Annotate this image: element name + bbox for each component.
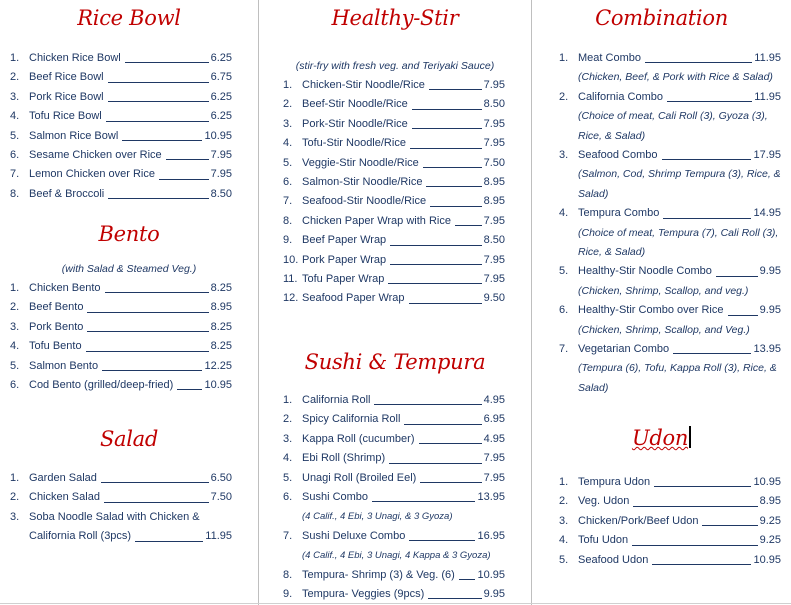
list-item[interactable]: 2. Beef Rice Bowl 6.75 bbox=[10, 68, 232, 87]
list-item[interactable]: 8. Chicken Paper Wrap with Rice 7.95 bbox=[283, 212, 505, 231]
list-item[interactable]: 6. Sushi Combo 13.95 (4 Calif., 4 Ebi, 3 Unagi, & 3 Gyoza) bbox=[283, 488, 505, 527]
item-description: (4 Calif., 4 Ebi, 3 Unagi, 4 Kappa & 3 Gyoza) bbox=[302, 550, 491, 562]
list-item[interactable]: 7. Seafood-Stir Noodle/Rice 8.95 bbox=[283, 192, 505, 211]
list-item[interactable]: 2. Veg. Udon 8.95 bbox=[559, 492, 781, 511]
list-item[interactable]: 2. Beef-Stir Noodle/Rice 8.50 bbox=[283, 95, 505, 114]
combination-heading: Combination bbox=[595, 6, 728, 30]
list-item[interactable]: 7. Lemon Chicken over Rice 7.95 bbox=[10, 165, 232, 184]
bento-heading: Bento bbox=[98, 222, 160, 246]
list-item[interactable]: 3. Chicken/Pork/Beef Udon 9.25 bbox=[559, 512, 781, 531]
rice-bowl-list bbox=[10, 49, 232, 204]
healthy-stir-heading: Healthy-Stir bbox=[331, 6, 459, 30]
list-item[interactable]: 6. Cod Bento (grilled/deep-fried) 10.95 bbox=[10, 376, 232, 395]
list-item[interactable]: 2. Beef Bento 8.95 bbox=[10, 298, 232, 317]
salad-list bbox=[10, 469, 232, 547]
list-item[interactable]: 8. Tempura- Shrimp (3) & Veg. (6) 10.95 bbox=[283, 566, 505, 585]
list-item[interactable]: 2. Spicy California Roll 6.95 bbox=[283, 410, 505, 429]
list-item[interactable]: 4. Tofu-Stir Noodle/Rice 7.95 bbox=[283, 134, 505, 153]
bento-list bbox=[10, 279, 232, 395]
item-description: (4 Calif., 4 Ebi, 3 Unagi, & 3 Gyoza) bbox=[302, 511, 453, 523]
list-item[interactable]: 4. Tempura Combo 14.95 (Choice of meat, Tempura (7), Cali Roll (3), Rice, & Salad) bbox=[559, 204, 781, 262]
list-item[interactable]: 10. Pork Paper Wrap 7.95 bbox=[283, 251, 505, 270]
list-item[interactable]: 6. Healthy-Stir Combo over Rice 9.95 (Chicken, Shrimp, Scallop, and Veg.) bbox=[559, 301, 781, 340]
item-description: (Salmon, Cod, Shrimp Tempura (3), Rice, & Salad) bbox=[578, 168, 781, 200]
text-cursor bbox=[689, 426, 691, 448]
list-item[interactable]: 1. Chicken-Stir Noodle/Rice 7.95 bbox=[283, 76, 505, 95]
list-item[interactable]: 3. Seafood Combo 17.95 (Salmon, Cod, Shrimp Tempura (3), Rice, & Salad) bbox=[559, 146, 781, 204]
list-item[interactable]: 5. Unagi Roll (Broiled Eel) 7.95 bbox=[283, 469, 505, 488]
list-item[interactable]: 1. Meat Combo 11.95 (Chicken, Beef, & Pork with Rice & Salad) bbox=[559, 49, 781, 88]
item-description: (Tempura (6), Tofu, Kappa Roll (3), Rice, & Salad) bbox=[578, 362, 777, 394]
rice-bowl-heading: Rice Bowl bbox=[77, 6, 181, 30]
combination-list bbox=[559, 49, 781, 398]
list-item[interactable]: 3. Kappa Roll (cucumber) 4.95 bbox=[283, 430, 505, 449]
udon-heading: Udon bbox=[532, 426, 791, 450]
list-item[interactable]: 4. Tofu Rice Bowl 6.25 bbox=[10, 107, 232, 126]
list-item[interactable]: 5. Healthy-Stir Noodle Combo 9.95 (Chicken, Shrimp, Scallop, and veg.) bbox=[559, 262, 781, 301]
list-item[interactable]: 9. Beef Paper Wrap 8.50 bbox=[283, 231, 505, 250]
list-item[interactable]: 3. Pork-Stir Noodle/Rice 7.95 bbox=[283, 115, 505, 134]
sushi-tempura-heading: Sushi & Tempura bbox=[304, 350, 486, 374]
item-description: (Chicken, Beef, & Pork with Rice & Salad) bbox=[578, 71, 773, 84]
list-item[interactable]: 9. Tempura- Veggies (9pcs) 9.95 bbox=[283, 585, 505, 604]
list-item[interactable]: 5. Veggie-Stir Noodle/Rice 7.50 bbox=[283, 154, 505, 173]
list-item[interactable]: 7. Sushi Deluxe Combo 16.95 (4 Calif., 4 Ebi, 3 Unagi, 4 Kappa & 3 Gyoza) bbox=[283, 527, 505, 566]
list-item[interactable]: 11. Tofu Paper Wrap 7.95 bbox=[283, 270, 505, 289]
udon-list bbox=[559, 473, 781, 570]
list-item[interactable]: 1. Garden Salad 6.50 bbox=[10, 469, 232, 488]
menu-column-left bbox=[0, 0, 258, 605]
list-item[interactable]: 4. Tofu Udon 9.25 bbox=[559, 531, 781, 550]
sushi-list bbox=[283, 391, 505, 604]
list-item[interactable]: 3. Pork Bento 8.25 bbox=[10, 318, 232, 337]
salad-heading: Salad bbox=[99, 427, 159, 451]
list-item[interactable]: 2. California Combo 11.95 (Choice of meat, Cali Roll (3), Gyoza (3), Rice, & Salad) bbox=[559, 88, 781, 146]
menu-column-middle bbox=[259, 0, 531, 605]
list-item[interactable]: 1. California Roll 4.95 bbox=[283, 391, 505, 410]
list-item[interactable]: 5. Salmon Bento 12.25 bbox=[10, 357, 232, 376]
list-item[interactable]: 4. Ebi Roll (Shrimp) 7.95 bbox=[283, 449, 505, 468]
healthy-stir-note: (stir-fry with fresh veg. and Teriyaki Sauce) bbox=[295, 60, 495, 72]
list-item[interactable]: 1. Chicken Bento 8.25 bbox=[10, 279, 232, 298]
list-item[interactable]: 3. Pork Rice Bowl 6.25 bbox=[10, 88, 232, 107]
list-item[interactable]: 1. Chicken Rice Bowl 6.25 bbox=[10, 49, 232, 68]
item-description: (Choice of meat, Cali Roll (3), Gyoza (3), Rice, & Salad) bbox=[578, 110, 768, 142]
list-item[interactable]: 7. Vegetarian Combo 13.95 (Tempura (6), Tofu, Kappa Roll (3), Rice, & Salad) bbox=[559, 340, 781, 398]
item-description: (Chicken, Shrimp, Scallop, and veg.) bbox=[578, 284, 749, 297]
item-description: (Chicken, Shrimp, Scallop, and Veg.) bbox=[578, 323, 750, 336]
list-item[interactable]: 6. Salmon-Stir Noodle/Rice 8.95 bbox=[283, 173, 505, 192]
menu-column-right bbox=[532, 0, 791, 605]
healthy-stir-list bbox=[283, 76, 505, 309]
item-description: (Choice of meat, Tempura (7), Cali Roll (3), Rice, & Salad) bbox=[578, 226, 779, 258]
list-item[interactable]: 3. Soba Noodle Salad with Chicken & California Roll (3pcs) 11.95 bbox=[10, 510, 232, 543]
list-item[interactable]: 5. Seafood Udon 10.95 bbox=[559, 551, 781, 570]
list-item[interactable]: 2. Chicken Salad 7.50 bbox=[10, 488, 232, 507]
list-item[interactable]: 8. Beef & Broccoli 8.50 bbox=[10, 185, 232, 204]
list-item[interactable]: 12. Seafood Paper Wrap 9.50 bbox=[283, 289, 505, 308]
list-item[interactable]: 1. Tempura Udon 10.95 bbox=[559, 473, 781, 492]
list-item[interactable]: 6. Sesame Chicken over Rice 7.95 bbox=[10, 146, 232, 165]
list-item[interactable]: 4. Tofu Bento 8.25 bbox=[10, 337, 232, 356]
list-item[interactable]: 5. Salmon Rice Bowl 10.95 bbox=[10, 127, 232, 146]
bento-note: (with Salad & Steamed Veg.) bbox=[61, 263, 197, 275]
